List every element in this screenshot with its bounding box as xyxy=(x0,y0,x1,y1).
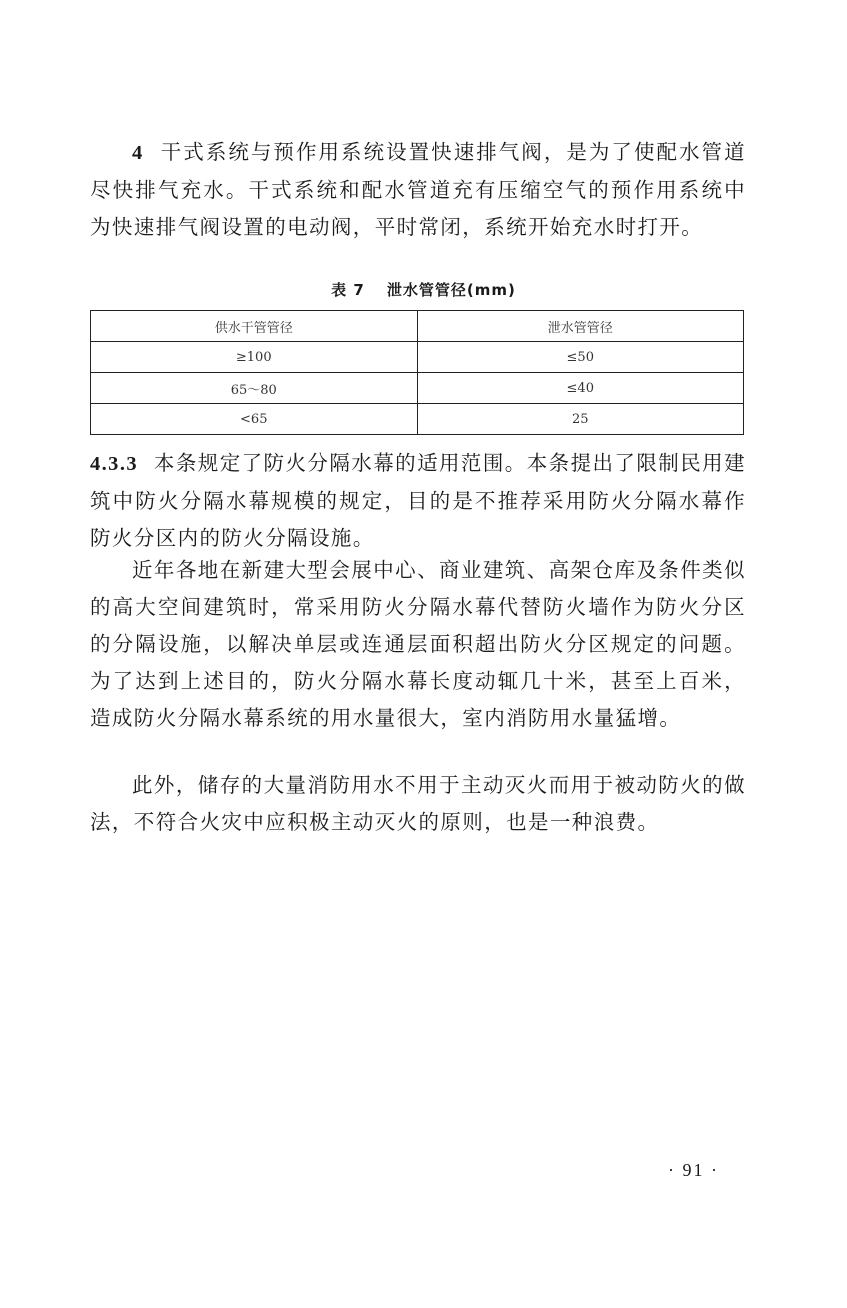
table-cell: ≤50 xyxy=(417,342,744,373)
table-row xyxy=(91,373,744,404)
table-caption-label: 表 7 xyxy=(331,281,365,299)
table-cell: ≤40 xyxy=(417,373,744,404)
section-4-text: 干式系统与预作用系统设置快速排气阀，是为了使配水管道尽快排气充水。干式系统和配水管道充有压缩空气的预作用系统中为快速排气阀设置的电动阀，平时常闭，系统开始充水时打开。 xyxy=(90,140,746,239)
drain-pipe-table xyxy=(90,310,744,435)
table-row xyxy=(91,342,744,373)
table-cell: <65 xyxy=(91,404,418,435)
body-paragraph: 近年各地在新建大型会展中心、商业建筑、高架仓库及条件类似的高大空间建筑时，常采用防火分隔水幕代替防火墙作为防火分区的分隔设施，以解决单层或连通层面积超出防火分区规定的问题。为了达到上述目的，防火分隔水幕长度动辄几十米，甚至上百米，造成防火分隔水幕系统的用水量很大，室内消防用水量猛增。 xyxy=(90,558,746,730)
table-caption xyxy=(0,279,847,300)
table-cell: 25 xyxy=(417,404,744,435)
clause-4-3-3-text: 本条规定了防火分隔水幕的适用范围。本条提出了限制民用建筑中防火分隔水幕规模的规定，目的是不推荐采用防火分隔水幕作防火分区内的防火分隔设施。 xyxy=(90,451,746,550)
table-cell: ≥100 xyxy=(91,342,418,373)
table-header-cell: 泄水管管径 xyxy=(417,311,744,342)
table-cell: 65～80 xyxy=(91,373,418,404)
table-caption-title: 泄水管管径(mm) xyxy=(386,281,516,299)
table-header-cell: 供水干管管径 xyxy=(91,311,418,342)
table-row xyxy=(91,404,744,435)
body-paragraph: 此外，储存的大量消防用水不用于主动灭火而用于被动防火的做法，不符合火灾中应积极主动灭火的原则，也是一种浪费。 xyxy=(90,773,746,834)
clause-number: 4.3.3 xyxy=(90,453,138,475)
section-4-paragraph xyxy=(90,134,746,246)
table-header-row xyxy=(91,311,744,342)
page-number: · 91 · xyxy=(668,1160,719,1180)
clause-4-3-3-paragraph xyxy=(90,445,746,557)
section-number: 4 xyxy=(132,142,144,164)
